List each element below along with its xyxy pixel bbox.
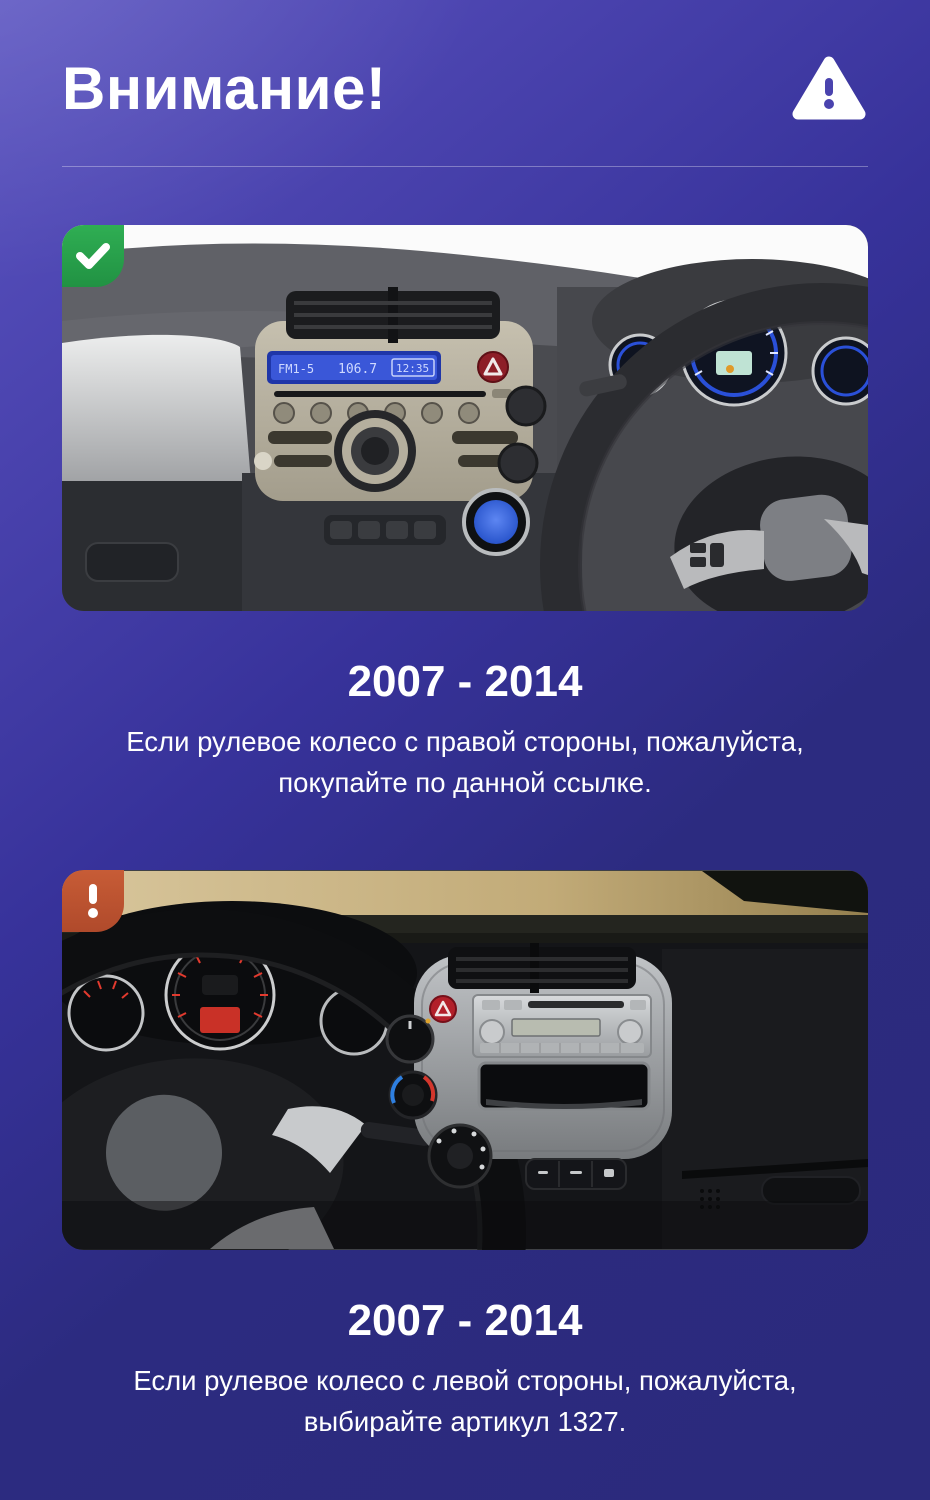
years-caption-1: 2007 - 2014 (347, 657, 583, 706)
photo-card-lhd (62, 870, 868, 1250)
badge-check (62, 225, 124, 287)
badge-alert (62, 870, 124, 932)
page-title: Внимание! (62, 55, 387, 122)
photo-dashboard-lhd (62, 870, 868, 1250)
exclamation-icon (87, 884, 99, 918)
description-1: Если рулевое колесо с правой стороны, пожалуйста, покупайте по данной ссылке. (126, 726, 804, 799)
svg-text:FM1-5: FM1-5 (278, 362, 315, 376)
header (62, 0, 868, 167)
divider (62, 166, 868, 167)
svg-text:12:35: 12:35 (396, 362, 430, 375)
hazard-button-lhd (430, 996, 456, 1022)
hazard-button-rhd (478, 352, 508, 382)
photo-dashboard-rhd (62, 225, 868, 611)
radio-unit-lhd (473, 995, 651, 1057)
description-2: Если рулевое колесо с левой стороны, пожалуйста, выбирайте артикул 1327. (133, 1364, 797, 1437)
years-caption-2: 2007 - 2014 (347, 1295, 583, 1345)
svg-text:106.7: 106.7 (338, 362, 378, 377)
photo-card-rhd (62, 225, 868, 611)
check-icon (76, 242, 110, 270)
warning-triangle-icon (790, 56, 868, 122)
